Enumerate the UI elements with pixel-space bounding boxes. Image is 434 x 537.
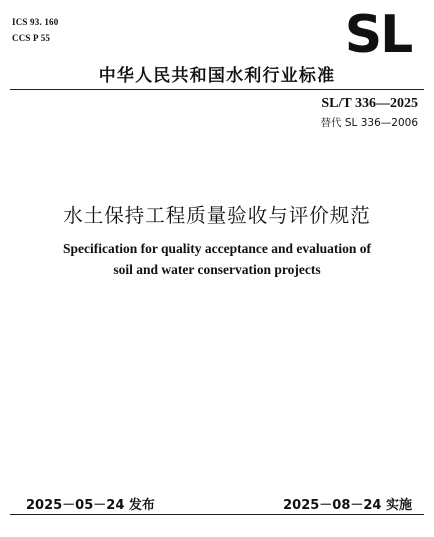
english-title-line-2: soil and water conservation projects xyxy=(113,262,321,277)
header-divider xyxy=(10,89,424,90)
implementation-date: 2025－08－24 实施 xyxy=(283,498,412,513)
sl-logo-text: SL xyxy=(344,10,412,56)
footer-divider xyxy=(10,514,424,515)
issuing-authority-title: 中华人民共和国水利行业标准 xyxy=(98,66,336,86)
document-title-english xyxy=(0,238,434,280)
classification-codes xyxy=(12,14,58,46)
sl-logo xyxy=(336,10,420,56)
ics-code: ICS 93. 160 xyxy=(12,17,59,27)
ccs-code: CCS P 55 xyxy=(12,33,51,43)
document-title-chinese: 水土保持工程质量验收与评价规范 xyxy=(63,204,371,227)
issue-date: 2025－05－24 发布 xyxy=(26,498,155,513)
english-title-line-1: Specification for quality acceptance and evaluation of xyxy=(63,241,371,256)
standard-number: SL/T 336—2025 xyxy=(321,96,418,111)
replaced-standard: 替代 SL 336—2006 xyxy=(320,117,418,129)
